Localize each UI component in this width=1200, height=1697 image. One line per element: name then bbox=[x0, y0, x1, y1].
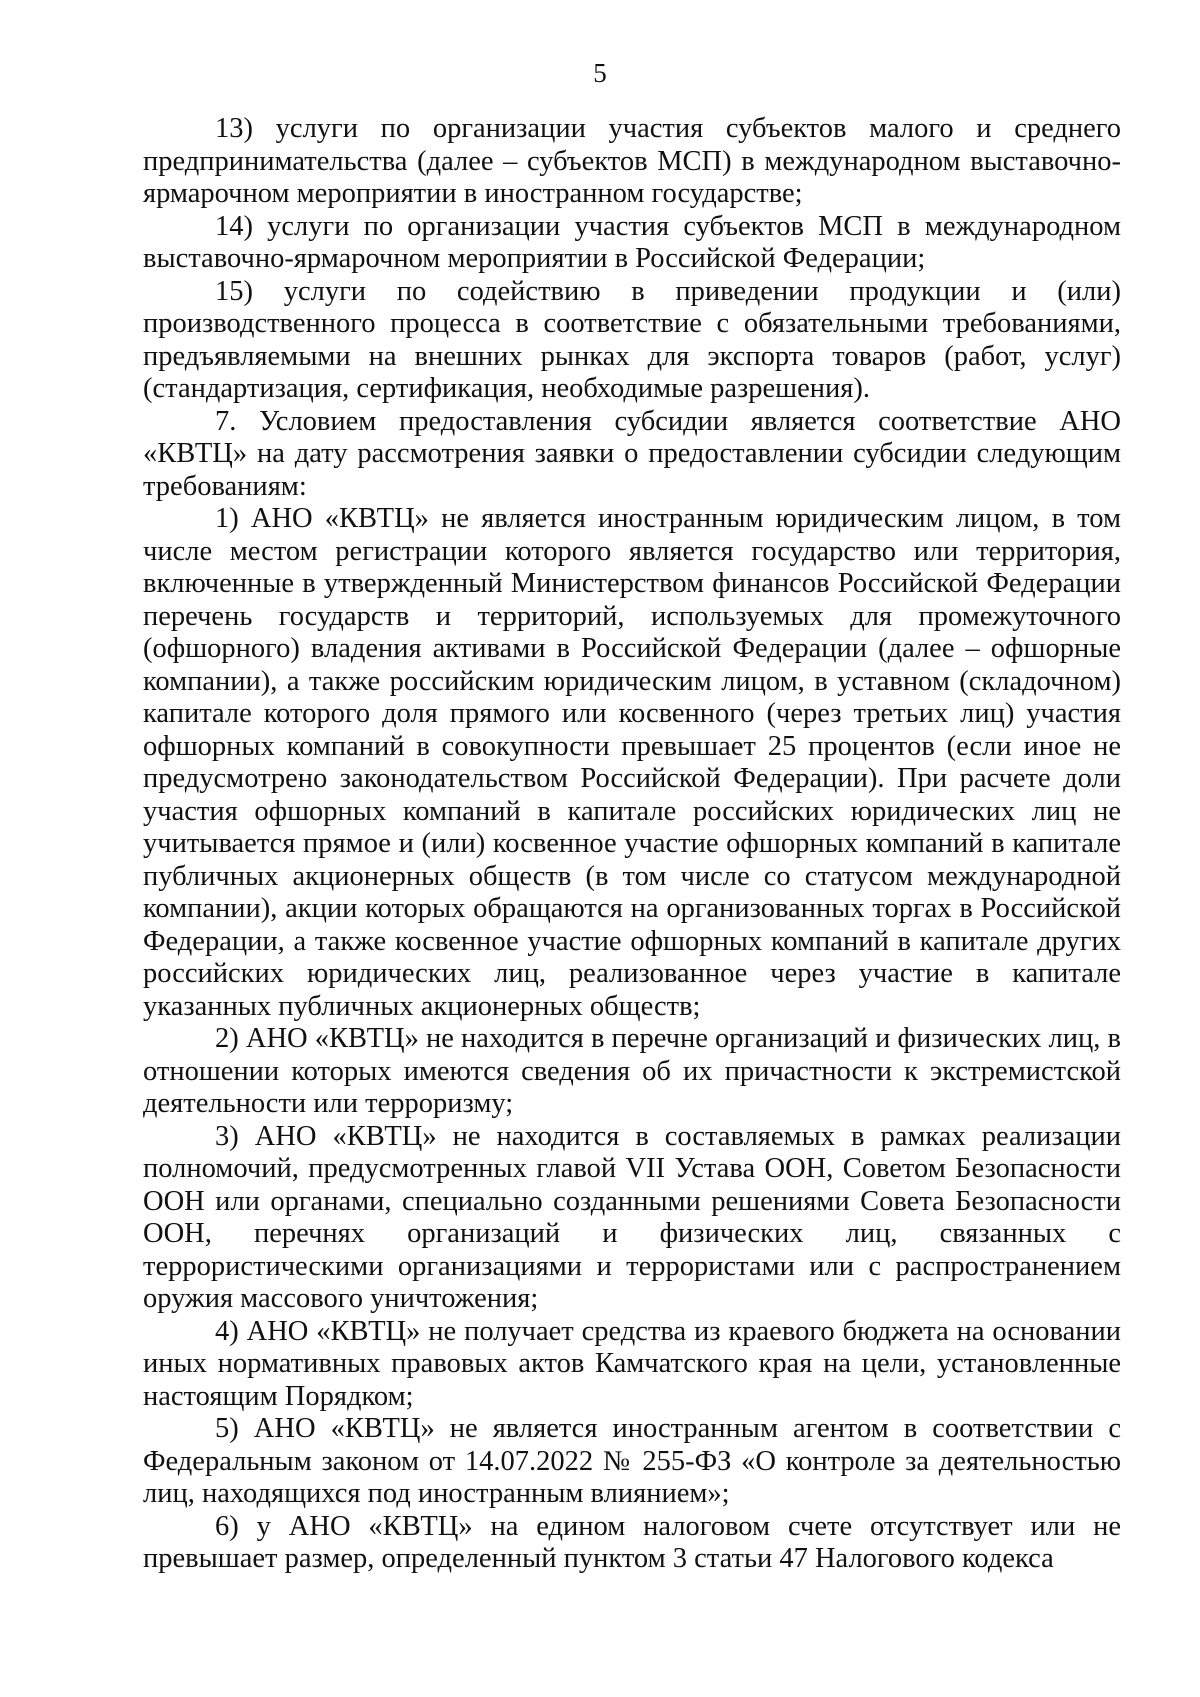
paragraph-item-15: 15) услуги по содействию в приведении продукции и (или) производственного процесса в соответствие с обязательными требованиями, предъявляемыми на внешних рынках для экспорта товаров (работ, услуг) (стандартизация, сертификация, необходимые разрешения). bbox=[143, 275, 1121, 404]
page-number: 5 bbox=[593, 58, 607, 88]
paragraph-requirement-5: 5) АНО «КВТЦ» не является иностранным агентом в соответствии с Федеральным законом от 14.07.2022 № 255-ФЗ «О контроле за деятельностью лиц, находящихся под иностранным влиянием»; bbox=[143, 1413, 1121, 1509]
paragraph-requirement-6: 6) у АНО «КВТЦ» на едином налоговом счете отсутствует или не превышает размер, определенный пунктом 3 статьи 47 Налогового кодекса bbox=[143, 1510, 1121, 1574]
paragraph-requirement-4: 4) АНО «КВТЦ» не получает средства из краевого бюджета на основании иных нормативных правовых актов Камчатского края на цели, установленные настоящим Порядком; bbox=[143, 1315, 1121, 1412]
paragraph-requirement-3: 3) АНО «КВТЦ» не находится в составляемых в рамках реализации полномочий, предусмотренных главой VII Устава ООН, Советом Безопасности ООН или органами, специально созданными решениями Совета Безопасности ООН, перечнях организаций и физических лиц, связанных с террористическими организациями и террористами или с распространением оружия массового уничтожения; bbox=[143, 1120, 1121, 1314]
paragraph-requirement-2: 2) АНО «КВТЦ» не находится в перечне организаций и физических лиц, в отношении которых имеются сведения об их причастности к экстремистской деятельности или терроризму; bbox=[143, 1023, 1121, 1119]
paragraph-item-14: 14) услуги по организации участия субъектов МСП в международном выставочно-ярмарочном мероприятии в Российской Федерации; bbox=[143, 210, 1121, 274]
paragraph-requirement-1: 1) АНО «КВТЦ» не является иностранным юридическим лицом, в том числе местом регистрации которого является государство или территория, включенные в утвержденный Министерством финансов Российской Федерации перечень государств и территорий, используемых для промежуточного (офшорного) владения активами в Российской Федерации (далее – офшорные компании), а также российским юридическим лицом, в уставном (складочном) капитале которого доля прямого или косвенного (через третьих лиц) участия офшорных компаний в совокупности превышает 25 процентов (если иное не предусмотрено законодательством Российской Федерации). При расчете доли участия офшорных компаний в капитале российских юридических лиц не учитывается прямое и (или) косвенное участие офшорных компаний в капитале публичных акционерных обществ (в том числе со статусом международной компании), акции которых обращаются на организованных торгах в Российской Федерации, а также косвенное участие офшорных компаний в капитале других российских юридических лиц, реализованное через участие в капитале указанных публичных акционерных обществ; bbox=[143, 503, 1121, 1022]
document-body bbox=[143, 113, 1121, 1576]
paragraph-clause-7: 7. Условием предоставления субсидии является соответствие АНО «КВТЦ» на дату рассмотрения заявки о предоставлении субсидии следующим требованиям: bbox=[143, 405, 1121, 502]
paragraph-item-13: 13) услуги по организации участия субъектов малого и среднего предпринимательства (далее – субъектов МСП) в международном выставочно-ярмарочном мероприятии в иностранном государстве; bbox=[143, 113, 1121, 209]
